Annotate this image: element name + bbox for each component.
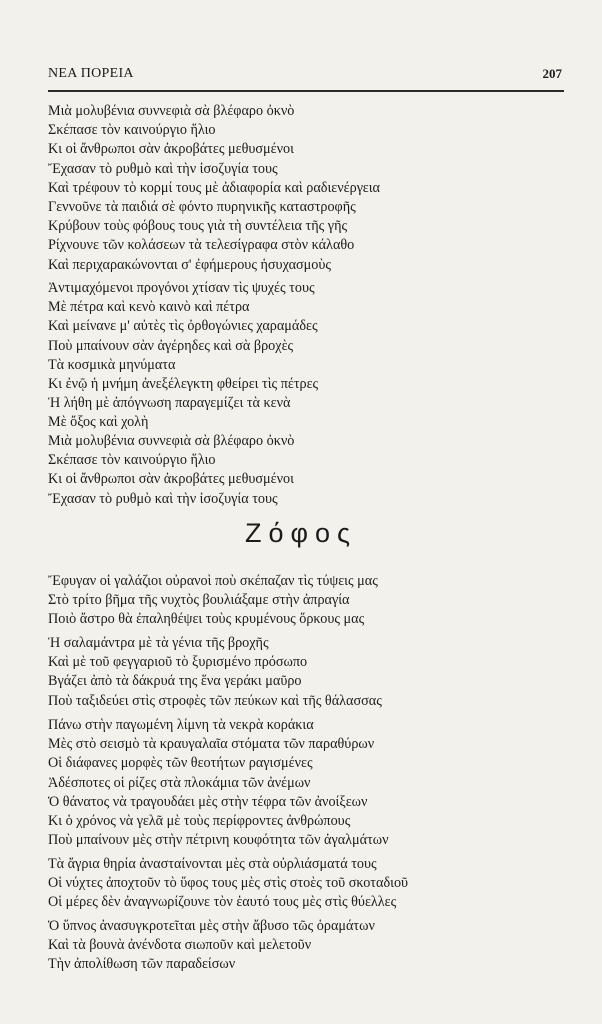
stanza <box>48 432 568 509</box>
poem-line: Ποιὸ ἄστρο θὰ ἐπαληθέψει τοὺς κρυμένους ὅρκους μας <box>48 611 365 628</box>
poem-line: Ἀντιμαχόμενοι προγόνοι χτίσαν τὶς ψυχές τους <box>48 280 315 296</box>
poem-line: Καὶ περιχαρακώνονται σ' ἐφήμερους ἡσυχασμοὺς <box>48 256 331 273</box>
poem-line: Ἡ λήθη μὲ ἀπόγνωση παραγεμίζει τὰ κενὰ <box>48 395 291 412</box>
stanza <box>48 572 568 630</box>
poem-line: Βγάζει ἀπὸ τὰ δάκρυά της ἕνα γεράκι μαῦρο <box>48 673 302 690</box>
poem-line: Ποὺ ταξιδεύει στὶς στροφὲς τῶν πεύκων καὶ τῆς θάλασσας <box>48 692 382 709</box>
poem-line: Τὰ κοσμικὰ μηνύματα <box>48 356 176 373</box>
header-rule <box>48 90 564 92</box>
stanza <box>48 855 568 913</box>
poem-line: Ρίχνουνε τῶν κολάσεων τὰ τελεσίγραφα στὸν κάλαθο <box>48 237 355 254</box>
stanza <box>48 102 568 275</box>
poem-line: Ἔφυγαν οἱ γαλάζιοι οὐρανοὶ ποὺ σκέπαζαν τὶς τύψεις μας <box>48 573 378 589</box>
poem-line: Ποὺ μπαίνουν σὰν ἀγέρηδες καὶ σὰ βροχὲς <box>48 337 294 354</box>
poem-line: Ὁ ὕπνος ἀνασυγκροτεῖται μὲς στὴν ἄβυσο τῶς ὁραμάτων <box>48 918 375 934</box>
journal-title: ΝΕΑ ΠΟΡΕΙΑ <box>48 66 134 81</box>
poem-line: Καὶ τὰ βουνὰ ἀνένδοτα σιωποῦν καὶ μελετοῦν <box>48 937 312 954</box>
poem-line: Ὁ θάνατος νὰ τραγουδάει μὲς στὴν τέφρα τῶν ἀνοίξεων <box>48 793 368 810</box>
poem-line: Μὲ πέτρα καὶ κενὸ καινὸ καὶ πέτρα <box>48 299 250 316</box>
stanza <box>48 279 568 433</box>
poem-line: Σκέπασε τὸν καινούργιο ἥλιο <box>48 122 216 139</box>
poem-line: Ἔχασαν τὸ ρυθμὸ καὶ τὴν ἰσοζυγία τους <box>48 490 278 507</box>
poem-line: Κι ὁ χρόνος νὰ γελᾶ μὲ τοὺς περίφροντες ἀνθρώπους <box>48 812 351 829</box>
poem-line: Μὲ ὄξος καὶ χολὴ <box>48 414 149 431</box>
poem-line: Καὶ μείνανε μ' αὐτὲς τὶς ὀρθογώνιες χαραμάδες <box>48 318 318 335</box>
poem-title: Ζόφος <box>244 518 358 548</box>
poem-line: Οἱ διάφανες μορφὲς τῶν θεοτήτων ραγισμένες <box>48 755 313 772</box>
stanza <box>48 716 568 850</box>
poem-line: Μιὰ μολυβένια συννεφιὰ σὰ βλέφαρο ὀκνὸ <box>48 103 295 119</box>
page-number: 207 <box>542 66 562 81</box>
stanza <box>48 634 568 711</box>
poem-line: Μιὰ μολυβένια συννεφιὰ σὰ βλέφαρο ὀκνὸ <box>48 433 295 449</box>
poem-line: Κι οἱ ἄνθρωποι σὰν ἀκροβάτες μεθυσμένοι <box>48 471 294 488</box>
poem-line: Καὶ τρέφουν τὸ κορμί τους μὲ ἀδιαφορία καὶ ραδιενέργεια <box>48 179 380 196</box>
poem-line: Μὲς στὸ σεισμὸ τὰ κραυγαλαῖα στόματα τῶν παραθύρων <box>48 736 375 753</box>
poem-line: Στὸ τρίτο βῆμα τῆς νυχτὸς βουλιάξαμε στὴν ἀπραγία <box>48 592 350 609</box>
poem-line: Πάνω στὴν παγωμένη λίμνη τὰ νεκρὰ κοράκια <box>48 717 314 733</box>
poem-line: Οἱ μέρες δὲν ἀναγνωρίζουνε τὸν ἑαυτό τους μὲς στὶς θύελλες <box>48 894 397 911</box>
running-header <box>48 66 562 88</box>
poem-line: Ἀδέσποτες οἱ ρίζες στὰ πλοκάμια τῶν ἀνέμων <box>48 774 311 791</box>
poem-line: Κρύβουν τοὺς φόβους τους γιὰ τὴ συντέλεια τῆς γῆς <box>48 218 348 235</box>
poem-line: Ποὺ μπαίνουν μὲς στὴν πέτρινη κουφότητα τῶν ἀγαλμάτων <box>48 832 389 849</box>
poem-line: Οἱ νύχτες ἀποχτοῦν τὸ ὕφος τους μὲς στὶς στοὲς τοῦ σκοταδιοῦ <box>48 875 409 892</box>
poem-line: Κι ἐνῷ ἡ μνήμη ἀνεξέλεγκτη φθείρει τὶς πέτρες <box>48 375 319 392</box>
poem-line: Τὰ ἄγρια θηρία ἀνασταίνονται μὲς στὰ οὐρλιάσματά τους <box>48 856 377 872</box>
poem-line: Σκέπασε τὸν καινούργιο ἥλιο <box>48 452 216 469</box>
poem-line: Καὶ μὲ τοῦ φεγγαριοῦ τὸ ξυρισμένο πρόσωπο <box>48 654 308 671</box>
poem-line: Τὴν ἀπολίθωση τῶν παραδείσων <box>48 956 236 973</box>
stanza <box>48 917 568 975</box>
poem-line: Ἡ σαλαμάντρα μὲ τὰ γένια τῆς βροχῆς <box>48 635 269 651</box>
poem-line: Κι οἱ ἄνθρωποι σὰν ἀκροβάτες μεθυσμένοι <box>48 141 294 158</box>
poem-line: Γεννοῦνε τὰ παιδιά σὲ φόντο πυρηνικῆς καταστροφῆς <box>48 198 356 215</box>
poem-line: Ἔχασαν τὸ ρυθμὸ καὶ τὴν ἰσοζυγία τους <box>48 160 278 177</box>
